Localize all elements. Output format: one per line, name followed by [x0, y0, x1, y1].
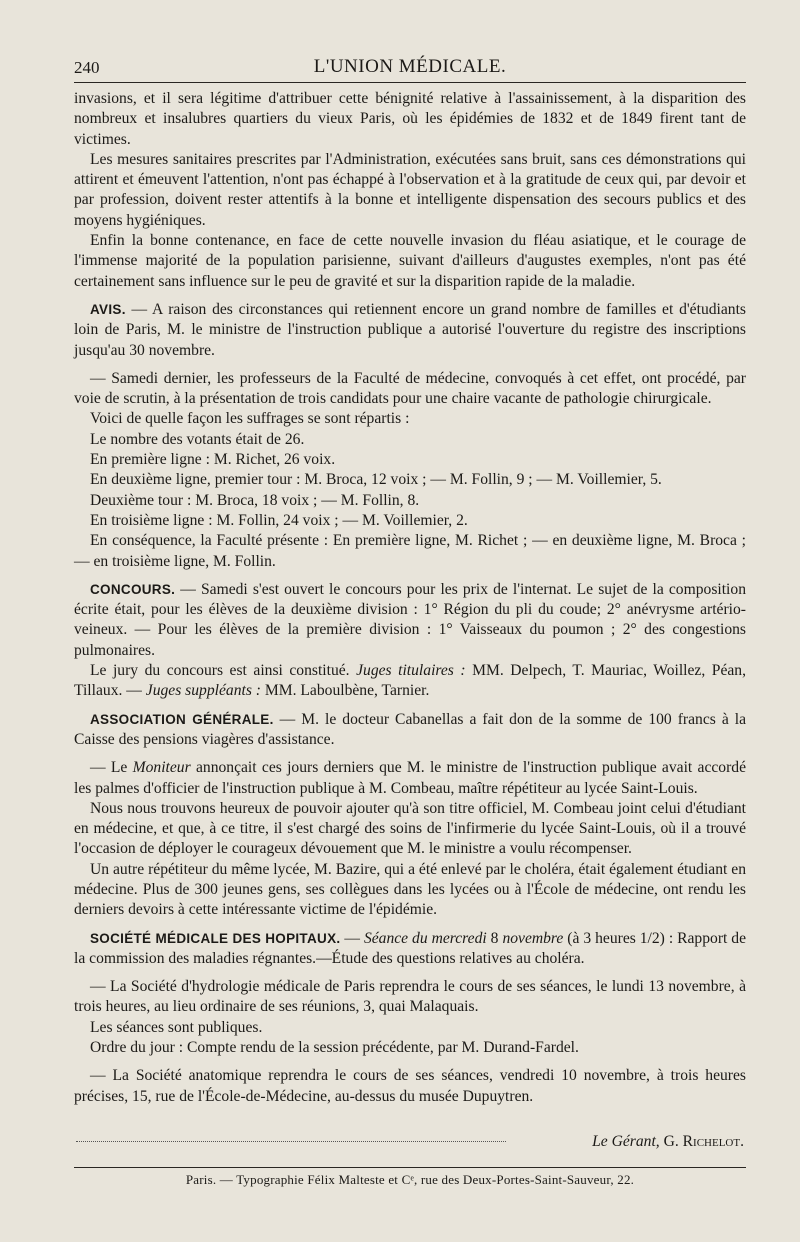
vote-line: En troisième ligne : M. Follin, 24 voix ; — M. Voillemier, 2. — [90, 511, 468, 529]
vote-line: En première ligne : M. Richet, 26 voix. — [90, 451, 336, 469]
page-header — [74, 48, 746, 78]
paragraph: Les mesures sanitaires prescrites par l'Administration, exécutées sans bruit, sans ces démonstrations qui attirent et émeuvent l'attention, n'ont pas échappé à l'observation et à la gratitude de ceux qui, par devoir et par profession, doivent rester attentifs à la bonne et intelligente dispensation des secours publics et des moyens hygiéniques. — [74, 150, 746, 229]
association-paragraph: ASSOCIATION GÉNÉRALE. — M. le docteur Cabanellas a fait don de la somme de 100 francs à la Caisse des pensions viagères d'assistance. — [74, 710, 746, 748]
jury-paragraph: Le jury du concours est ainsi constitué. Juges titulaires : MM. Delpech, T. Mauriac, Woillez, Péan, Tillaux. — Juges suppléants : MM. Laboulbène, Tarnier. — [74, 662, 746, 700]
vote-line: En deuxième ligne, premier tour : M. Broca, 12 voix ; — M. Follin, 9 ; — M. Voillemier, 5. — [90, 471, 662, 489]
signature-text: Le Gérant, G. Richelot. — [592, 1132, 744, 1150]
printer-imprint: Paris. — Typographie Félix Malteste et Cᵉ, rue des Deux-Portes-Saint-Sauveur, 22. — [185, 1171, 635, 1187]
paragraph: — La Société d'hydrologie médicale de Paris reprendra le cours de ses séances, le lundi 13 novembre, à trois heures, au lieu ordinaire de ses réunions, 3, quai Malaquais. — [74, 978, 746, 1016]
header-rule — [74, 82, 746, 83]
concours-paragraph: CONCOURS. — Samedi s'est ouvert le concours pour les prix de l'internat. Le sujet de la composition écrite était, pour les élèves de la deuxième division : 1° Région du pli du coude; 2° anévrysme artério-veineux. — Pour les élèves de la première division : 1° Vaisseaux du poumon ; 2° des congestions pulmonaires. — [74, 580, 746, 659]
section-label: SOCIÉTÉ MÉDICALE DES HOPITAUX. — [90, 930, 341, 946]
paragraph: En conséquence, la Faculté présente : En première ligne, M. Richet ; — en deuxième ligne, M. Broca ; — en troisième ligne, M. Follin. — [74, 532, 746, 570]
footer-rule — [74, 1167, 746, 1168]
paragraph: Nous nous trouvons heureux de pouvoir ajouter qu'à son titre officiel, M. Combeau joint celui d'étudiant en médecine, et que, à ce titre, il s'est chargé des soins de l'infirmerie du lycée Saint-Louis, où il a trouvé l'occasion de déployer le courageux dévouement que M. le ministre a voulu récompenser. — [74, 799, 746, 858]
paragraph: Ordre du jour : Compte rendu de la session précédente, par M. Durand-Fardel. — [90, 1039, 579, 1057]
paragraph: invasions, et il sera légitime d'attribuer cette bénignité relative à l'assainissement, à la disparition des nombreux et insalubres quartiers du vieux Paris, où les épidémies de 1832 et de 1849 firent tant de victimes. — [74, 90, 746, 148]
section-label: AVIS. — [90, 301, 126, 317]
vote-line: Deuxième tour : M. Broca, 18 voix ; — M. Follin, 8. — [90, 491, 420, 509]
paragraph: Les séances sont publiques. — [90, 1018, 263, 1036]
page-number: 240 — [74, 58, 100, 77]
paragraph: Voici de quelle façon les suffrages se sont répartis : — [90, 410, 410, 428]
paragraph: Enfin la bonne contenance, en face de cette nouvelle invasion du fléau asiatique, et le courage de l'immense majorité de la population parisienne, suivant d'ailleurs d'augustes exemples, n'ont pas été certainement sans influence sur le peu de gravité et sur la disparition rapide de la maladie. — [74, 232, 746, 290]
avis-paragraph: AVIS. — A raison des circonstances qui retiennent encore un grand nombre de familles et d'étudiants loin de Paris, M. le ministre de l'instruction publique a autorisé l'ouverture du registre des inscriptions jusqu'au 30 novembre. — [74, 300, 746, 359]
article-body — [74, 89, 746, 1107]
signature — [74, 1133, 746, 1155]
section-label: CONCOURS. — [90, 581, 176, 597]
societe-paragraph: SOCIÉTÉ MÉDICALE DES HOPITAUX. — Séance du mercredi 8 novembre (à 3 heures 1/2) : Rapport de la commission des maladies régnantes.—Étude des questions relatives au choléra. — [74, 929, 747, 967]
paragraph: — Samedi dernier, les professeurs de la Faculté de médecine, convoqués à cet effet, ont procédé, par voie de scrutin, à la présentation de trois candidats pour une chaire vacante de pathologie chirurgicale. — [74, 369, 746, 408]
section-label: ASSOCIATION GÉNÉRALE. — [90, 711, 274, 727]
dotted-rule — [76, 1141, 506, 1142]
paragraph: Le nombre des votants était de 26. — [90, 430, 305, 448]
paragraph: Un autre répétiteur du même lycée, M. Bazire, qui a été enlevé par le choléra, était également étudiant en médecine. Plus de 300 jeunes gens, ses collègues dans les lycées ou à l'École de médecine, ont rendu les derniers devoirs à cette intéressante victime de l'épidémie. — [74, 860, 746, 919]
paragraph: — La Société anatomique reprendra le cours de ses séances, vendredi 10 novembre, à trois heures précises, 15, rue de l'École-de-Médecine, au-dessus du musée Dupuytren. — [74, 1067, 746, 1105]
running-title: L'UNION MÉDICALE. — [313, 56, 507, 77]
moniteur-paragraph: — Le Moniteur annonçait ces jours derniers que M. le ministre de l'instruction publique avait accordé les palmes d'officier de l'instruction publique à M. Combeau, maître répétiteur au lycée Saint-Louis. — [74, 759, 746, 797]
